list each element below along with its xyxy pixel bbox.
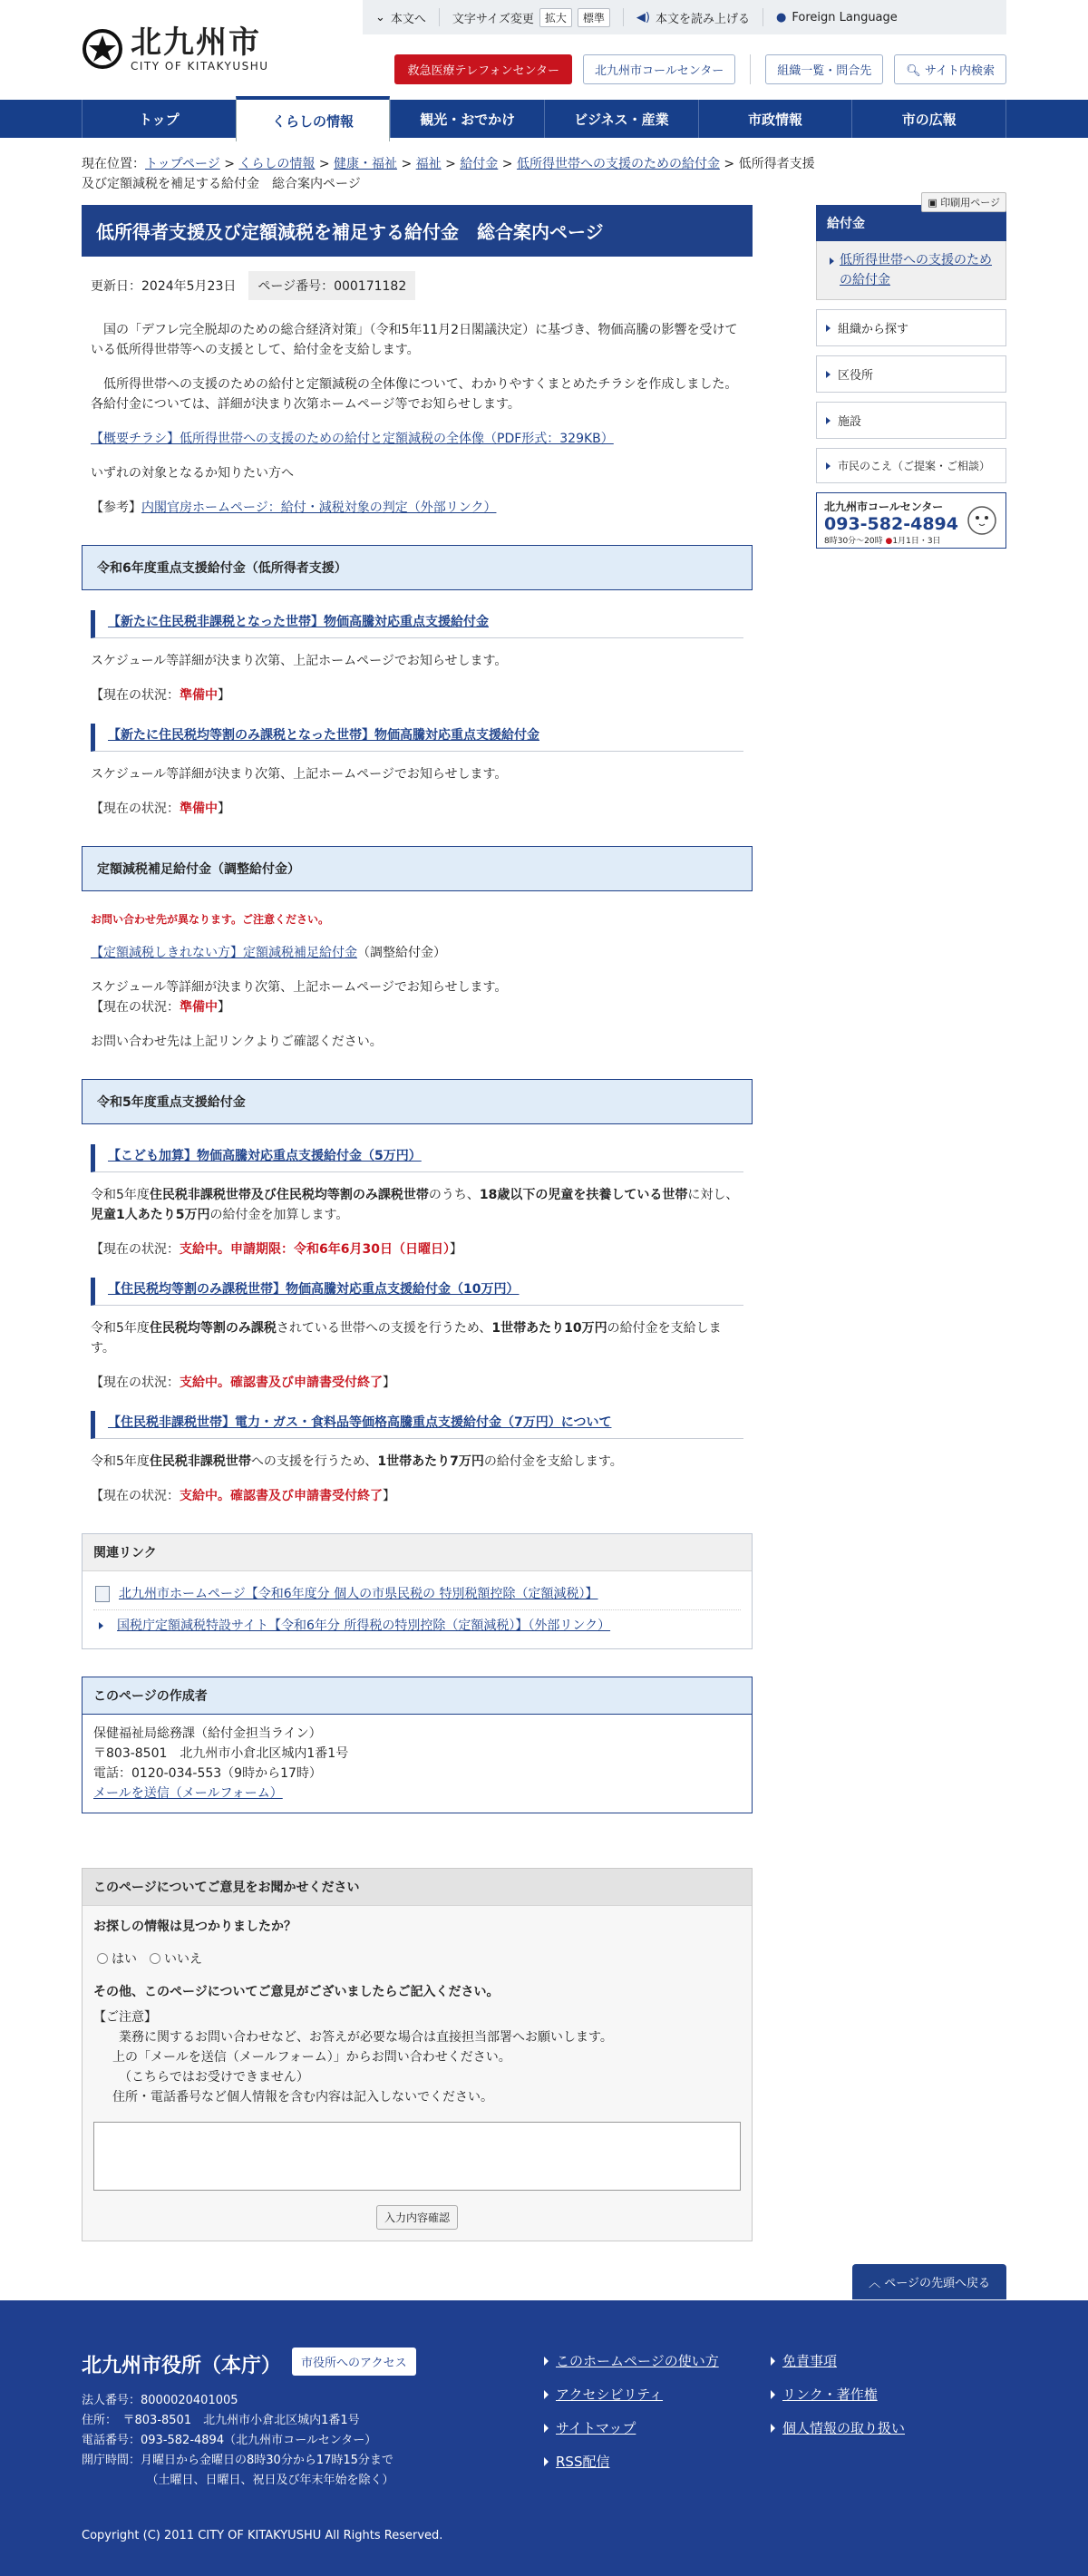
- call-center-banner[interactable]: 北九州市コールセンター 093-582-4894 8時30分～20時 ●1月1日・3日: [816, 492, 1006, 549]
- adjustment-benefit-link[interactable]: 【定額減税しきれない方】定額減税補足給付金: [91, 946, 357, 960]
- subsection-heading: [91, 610, 743, 638]
- radio-no[interactable]: いいえ: [150, 1949, 202, 1968]
- printer-icon: ▣: [928, 197, 941, 209]
- city-name: 北九州市: [131, 24, 261, 61]
- nav-living[interactable]: くらしの情報: [236, 96, 391, 141]
- status-text: 【現在の状況：準備中】: [91, 1000, 230, 1015]
- sidebar-link-ward[interactable]: 区役所: [816, 355, 1006, 393]
- crumb-link[interactable]: くらしの情報: [238, 157, 316, 171]
- arrow-icon: [99, 1622, 103, 1629]
- related-link[interactable]: 北九州市ホームページ【令和6年度分 個人の市県民税の 特別税額控除（定額減税）】: [119, 1587, 598, 1601]
- site-logo[interactable]: [82, 22, 269, 76]
- emergency-button[interactable]: 救急医療テレフォンセンター: [394, 54, 572, 84]
- call-center-button[interactable]: 北九州市コールセンター: [583, 54, 735, 84]
- nav-pr[interactable]: 市の広報: [851, 100, 1006, 138]
- copyright: Copyright (C) 2011 CITY OF KITAKYUSHU All Rights Reserved.: [82, 2529, 443, 2542]
- utility-bar: [363, 0, 1006, 34]
- warning-text: お問い合わせ先が異なります。ご注意ください。: [91, 913, 330, 926]
- footer-links: [544, 2351, 952, 2471]
- related-links: 関連リンク 北九州市ホームページ【令和6年度分 個人の市県民税の 特別税額控除（定額減税）】 国税庁定額減税特設サイト【令和6年分 所得税の特別控除（定額減税）】（外部リンク）: [82, 1533, 753, 1649]
- mail-form-link[interactable]: メールを送信（メールフォーム）: [93, 1786, 283, 1801]
- sidebar-link-facility[interactable]: 施設: [816, 402, 1006, 439]
- confirm-button[interactable]: 入力内容確認: [376, 2205, 458, 2230]
- subsection-link[interactable]: 【新たに住民税非課税となった世帯】物価高騰対応重点支援給付金: [108, 615, 489, 629]
- crumb-link[interactable]: 健康・福祉: [334, 157, 398, 171]
- arrow-icon: [826, 417, 831, 424]
- read-aloud-button[interactable]: ◀) 本文を読み上げる: [624, 8, 763, 26]
- cabinet-external-link[interactable]: 内閣官房ホームページ：給付・減税対象の判定（外部リンク）: [141, 501, 497, 515]
- intro-text: 国の「デフレ完全脱却のための総合経済対策」（令和5年11月2日閣議決定）に基づき、物価高騰の影響を受けている低所得世帯等への支援として、給付金を支給します。: [91, 323, 738, 357]
- section-heading: 令和5年度重点支援給付金: [82, 1079, 753, 1124]
- footer-link[interactable]: アクセシビリティ: [544, 2385, 771, 2404]
- nav-business[interactable]: ビジネス・産業: [544, 100, 698, 138]
- crumb-link[interactable]: 低所得世帯への支援のための給付金: [516, 157, 720, 171]
- speaker-icon: ◀): [636, 10, 650, 24]
- footer-info: 法人番号：8000020401005 住所： 〒803-8501 北九州市小倉北区城内1番1号 電話番号：093-582-4894（北九州市コールセンター） 開庁時間：月曜日から金曜日の8時30分から17時15分まで （土曜日、日曜日、祝日及び年末年始を除く）: [82, 2394, 394, 2487]
- which-target-text: いずれの対象となるか知りたい方へ: [91, 466, 294, 481]
- arrow-icon: [830, 258, 834, 265]
- header-buttons: [394, 54, 1006, 84]
- intro-text: 低所得世帯への支援のための給付と定額減税の全体像について、わかりやすくまとめたチラシを作成しました。各給付金については、詳細が決まり次第ホームページ等でお知らせします。: [91, 377, 738, 412]
- site-footer: [0, 2300, 1088, 2576]
- search-icon: 🔍︎: [906, 64, 925, 78]
- flyer-pdf-link[interactable]: 【概要チラシ】低所得世帯への支援のための給付と定額減税の全体像（PDF形式：329KB）: [91, 432, 614, 446]
- sidebar-link-org[interactable]: 組織から探す: [816, 309, 1006, 346]
- feedback-textarea[interactable]: [93, 2122, 741, 2191]
- footer-link[interactable]: リンク・著作権: [771, 2385, 952, 2404]
- status-text: 【現在の状況：準備中】: [91, 802, 230, 816]
- sidebar-link-voice[interactable]: 市民のこえ（ご提案・ご相談）: [816, 448, 1006, 483]
- arrow-icon: [826, 371, 831, 378]
- font-standard-button[interactable]: 標準: [578, 8, 610, 27]
- updated-date: 更新日：2024年5月23日: [91, 279, 237, 294]
- font-size-control: 文字サイズ変更 拡大 標準: [440, 8, 624, 26]
- foreign-language-button[interactable]: ● Foreign Language: [776, 10, 898, 24]
- page-top-button[interactable]: ︿ ページの先頭へ戻る: [852, 2264, 1006, 2299]
- subsection-link[interactable]: 【住民税均等割のみ課税世帯】物価高騰対応重点支援給付金（10万円）: [108, 1282, 520, 1297]
- feedback-notice: 【ご注意】 業務に関するお問い合わせなど、お答えが必要な場合は直接担当部署へお願いします。 上の「メールを送信（メールフォーム）」からお問い合わせください。 （こちらではお受けできません） 住所・電話番号など個人情報を含む内容は記入しないでください。: [93, 2010, 613, 2105]
- footer-link[interactable]: サイトマップ: [544, 2418, 771, 2437]
- site-header: [82, 0, 1006, 100]
- arrow-icon: [826, 325, 831, 332]
- mascot-icon: [964, 501, 1000, 537]
- crumb-link[interactable]: 給付金: [460, 157, 499, 171]
- crumb-link[interactable]: トップページ: [145, 157, 220, 171]
- print-button[interactable]: ▣ 印刷用ページ: [921, 192, 1006, 212]
- sidebar: [816, 205, 1006, 2241]
- crumb-current: 低所得者支援及び定額減税を補足する給付金 総合案内ページ: [82, 157, 815, 191]
- footer-link[interactable]: 免責事項: [771, 2351, 952, 2370]
- footer-link[interactable]: 個人情報の取り扱い: [771, 2418, 952, 2437]
- global-nav: [0, 100, 1088, 138]
- section-heading: 定額減税補足給付金（調整給付金）: [82, 846, 753, 891]
- status-text: 【現在の状況：支給中。申請期限：令和6年6月30日（日曜日）】: [91, 1242, 462, 1257]
- chevron-up-icon: ︿: [869, 2277, 885, 2290]
- status-text: 【現在の状況：支給中。確認書及び申請書受付終了】: [91, 1489, 395, 1503]
- status-text: 【現在の状況：準備中】: [91, 688, 230, 703]
- document-icon: [95, 1586, 110, 1602]
- nav-top[interactable]: トップ: [82, 100, 236, 138]
- sidebar-item-benefit[interactable]: 低所得世帯への支援のための給付金: [840, 253, 992, 287]
- footer-link[interactable]: RSS配信: [544, 2452, 771, 2471]
- section-heading: 令和6年度重点支援給付金（低所得者支援）: [82, 545, 753, 590]
- arrow-icon: [826, 462, 831, 470]
- footer-title: 北九州市役所（本庁）: [82, 2355, 282, 2377]
- crumb-link[interactable]: 福祉: [415, 157, 442, 171]
- subsection-link[interactable]: 【こども加算】物価高騰対応重点支援給付金（5万円）: [108, 1149, 422, 1163]
- sidebar-title: 給付金: [816, 205, 1006, 241]
- subsection-link[interactable]: 【新たに住民税均等割のみ課税となった世帯】物価高騰対応重点支援給付金: [108, 728, 539, 743]
- nav-tourism[interactable]: 観光・おでかけ: [390, 100, 544, 138]
- globe-icon: ●: [776, 10, 787, 24]
- page-title: 低所得者支援及び定額減税を補足する給付金 総合案内ページ: [82, 205, 753, 257]
- breadcrumb: 現在位置：トップページ > くらしの情報 > 健康・福祉 > 福祉 > 給付金 > 低所得世帯への支援のための給付金 > 低所得者支援及び定額減税を補足する給付金 総合案内ページ: [82, 157, 815, 191]
- chevron-down-icon: ⌄: [375, 10, 385, 24]
- city-emblem-icon: [82, 28, 123, 70]
- subsection-link[interactable]: 【住民税非課税世帯】電力・ガス・食料品等価格高騰重点支援給付金（7万円）について: [108, 1415, 612, 1430]
- subsection-heading: [91, 1278, 743, 1306]
- status-text: 【現在の状況：支給中。確認書及び申請書受付終了】: [91, 1375, 395, 1390]
- main-content: 低所得者支援及び定額減税を補足する給付金 総合案内ページ 更新日：2024年5月23日 ページ番号：000171182 国の「デフレ完全脱却のための総合経済対策」（令和5年11月2日閣議決定）に基づき、物価高騰の影響を受けている低所得世帯等への支援として、給付金を支給します。 低所得世帯への支援のための給付と定額減税の全体像について、わかりやすくまとめたチラシを作成しました。各給付金については、詳細が決まり次第ホームページ等でお知らせします。 【概要チラシ】低所得世帯への支援のための給付と定額減税の全体像（PDF形式：329KB） いずれの対象となるか知りたい方へ 【参考】内閣官房ホームページ：給付・減税対象の判定（外部リンク） 令和6年度重点支援給付金（低所得者支援） 【新たに住民税非課税となった世帯】物価高騰対応重点支援給付金 スケジュール等詳細が決まり次第、上記ホームページでお知らせします。 【現在の状況：準備中】 【新たに住民税均等割のみ課税となった世帯】物価高騰対応重点支援給付金 スケジュール等詳細が決まり次第、上記ホームページでお知らせします。 【現在の状況：準備中】 定額減税補足給付金（調整給付金） お問い合わせ先が異なります。ご注意ください。 【定額減税しきれない方】定額減税補足給付金（調整給付金） スケジュール等詳細が決まり次第、上記ホームページでお知らせします。 【現在の状況：準備中】 お問い合わせ先は上記リンクよりご確認ください。 令和5年度重点支援給付金 【こども加算】物価高騰対応重点支援給付金（5万円） 令和5年度住民税非課税世帯及び住民税均等割のみ課税世帯のうち、18歳以下の児童を扶養している世帯に対し、児童1人あたり5万円の給付金を加算します。 【現在の状況：支給中。申請期限：令和6年6月30日（日曜日）】 【住民税均等割のみ課税世帯】物価高騰対応重点支援給付金（10万円） 令和5年度住民税均等割のみ課税されている世帯への支援を行うため、1世帯あたり10万円の給付金を支給します。 【現在の状況：支給中。確認書及び申請書受付終了】 【住民税非課税世帯】電力・ガス・食料品等価格高騰重点支援給付金（7万円）について 令和5年度住民税非課税世帯への支援を行うため、1世帯あたり7万円の給付金を支給します。 【現在の状況：支給中。確認書及び申請書受付終了】 関連リンク 北九州市ホームページ【令和6年度分 個人の市県民税の 特別税額控除（定額減税）】 国税庁定額減税特設サイト【令和6年分 所得税の特別控除（定額減税）】（外部リンク） このページの作成者 保健福祉局総務課（給付金担当ライン） 〒803-8501 北九州市小倉北区城内1番1号 電話：0120-034-553（9時から17時） メールを送信（メールフォーム） このページについてご意見をお聞かせください お探しの情報は見つかりましたか？ はい いいえ その他、このページについてご意見がございましたらご記入ください。 【ご注意】 業務に関するお問い合わせなど、お答えが必要な場合は直接担当部署へお願いします。 上の「メールを送信（メールフォーム）」からお問い合わせください。 （こちらではお受けできません） 住所・電話番号など個人情報を含む内容は記入しないでください。 入力内容確認: [82, 205, 753, 2241]
- org-list-button[interactable]: 組織一覧・問合先: [765, 54, 883, 84]
- nav-government[interactable]: 市政情報: [698, 100, 852, 138]
- subsection-heading: [91, 1144, 743, 1172]
- site-search-button[interactable]: 🔍︎ サイト内検索: [894, 54, 1006, 84]
- radio-yes[interactable]: はい: [97, 1949, 137, 1968]
- font-enlarge-button[interactable]: 拡大: [539, 8, 572, 27]
- subsection-heading: [91, 724, 743, 752]
- related-link[interactable]: 国税庁定額減税特設サイト【令和6年分 所得税の特別控除（定額減税）】（外部リンク）: [117, 1619, 611, 1633]
- skip-link[interactable]: ⌄ 本文へ: [363, 8, 440, 26]
- footer-link[interactable]: このホームページの使い方: [544, 2351, 771, 2370]
- access-button[interactable]: 市役所へのアクセス: [292, 2348, 416, 2376]
- city-name-en: CITY OF KITAKYUSHU: [131, 60, 269, 73]
- feedback-form: このページについてご意見をお聞かせください お探しの情報は見つかりましたか？ はい いいえ その他、このページについてご意見がございましたらご記入ください。 【ご注意】 業務に関するお問い合わせなど、お答えが必要な場合は直接担当部署へお願いします。 上の「メールを送信（メールフォーム）」からお問い合わせください。 （こちらではお受けできません） 住所・電話番号など個人情報を含む内容は記入しないでください。 入力内容確認: [82, 1868, 753, 2241]
- page-number: ページ番号：000171182: [248, 271, 415, 300]
- subsection-heading: [91, 1411, 743, 1439]
- page-creator: このページの作成者 保健福祉局総務課（給付金担当ライン） 〒803-8501 北九州市小倉北区城内1番1号 電話：0120-034-553（9時から17時） メールを送信（メールフォーム）: [82, 1677, 753, 1813]
